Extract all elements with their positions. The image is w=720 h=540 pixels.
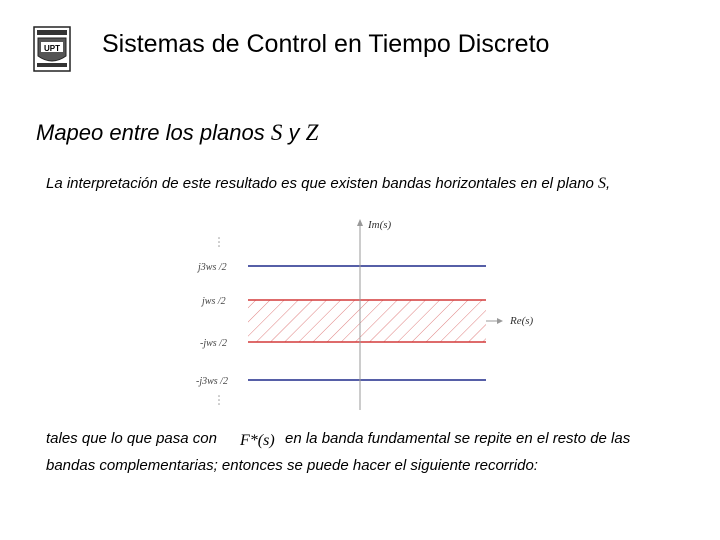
s-plane-bands-diagram — [190, 210, 550, 415]
formula-f-star-s — [237, 426, 285, 452]
vertical-dots-bottom — [218, 395, 220, 405]
label-jws: jws /2 — [202, 296, 226, 307]
formula-text: F*(s) — [240, 432, 275, 449]
imaginary-axis-arrow — [357, 219, 363, 226]
paragraph2-after: en la banda fundamental se repite en el resto de las — [285, 430, 631, 447]
section-title — [36, 120, 318, 146]
vertical-dots-top — [218, 237, 220, 247]
plane-z-symbol: Z — [305, 120, 319, 145]
section-title-conj: y — [282, 120, 306, 145]
real-axis-arrow — [497, 318, 503, 324]
paragraph2-line2: bandas complementarias; entonces se puede hacer el siguiente recorrido: — [46, 457, 538, 474]
university-logo — [33, 26, 71, 72]
section-title-prefix: Mapeo entre los planos — [36, 120, 271, 145]
plane-s-symbol: S — [270, 120, 283, 145]
paragraph-interpretation — [46, 175, 610, 193]
imaginary-axis-label: Im(s) — [368, 219, 392, 231]
logo-text: UPT — [44, 44, 60, 53]
label-minus-jws: -jws /2 — [200, 338, 227, 349]
label-j3ws: j3ws /2 — [198, 262, 227, 273]
label-minus-j3ws: -j3ws /2 — [196, 376, 228, 387]
fundamental-band-hatch — [248, 300, 486, 342]
paragraph1-suffix: , — [606, 175, 611, 192]
paragraph1-text: La interpretación de este resultado es que existen bandas horizontales en el plano — [46, 175, 599, 192]
paragraph2-before: tales que lo que pasa con — [46, 430, 217, 447]
real-axis-label: Re(s) — [510, 315, 534, 327]
page-title: Sistemas de Control en Tiempo Discreto — [102, 30, 550, 58]
paragraph1-math: S — [598, 175, 607, 192]
